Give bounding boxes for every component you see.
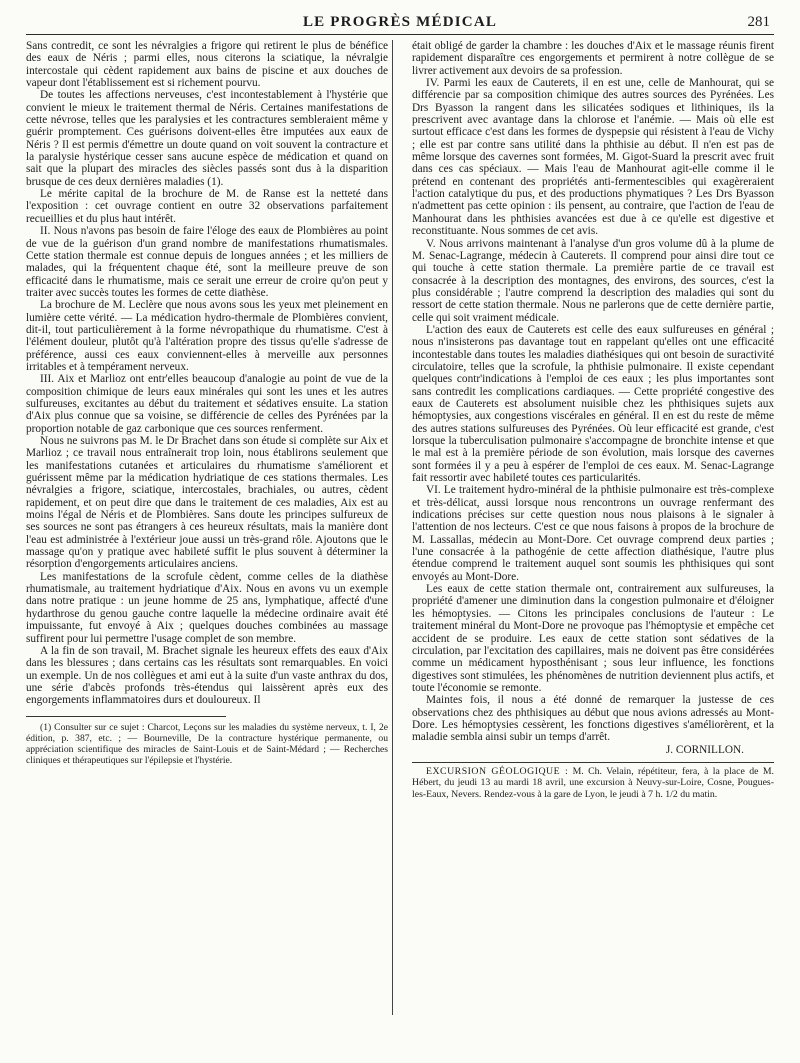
paragraph: Les manifestations de la scrofule cèdent, comme celles de la diathèse rhumatismale, au traitement hydriatique d'Aix. Nous en avons vu un exemple dans notre pratique : un jeune homme de 25 ans, lymphatique, affecté d'une hydarthrose du genou gauche contre laquelle la médecine ordinaire avait été impuissante, fut envoyé à Aix ; quelques douches combinées au massage suffirent pour lui permettre l'usage complet de son membre. bbox=[26, 570, 388, 645]
paragraph: était obligé de garder la chambre : les douches d'Aix et le massage réunis firent rapidement disparaître ces engorgements et permirent à notre collègue de se livrer activement aux devoirs de sa profession. bbox=[412, 40, 774, 77]
paragraph: VI. Le traitement hydro-minéral de la phthisie pulmonaire est très-complexe et très-délicat, aussi lorsque nous rencontrons un ouvrage renfermant des indications précises sur cette question nous nous plaisons à le signaler à l'attention de nos lecteurs. C'est ce que nous faisons à propos de la brochure de M. Lassallas, médecin au Mont-Dore. Cet ouvrage comprend deux parties ; l'une consacrée à la pathogénie de cette affection diathésique, l'autre plus étendue comprend le traitement auquel sont soumis les phthisiques qui sont envoyés au Mont-Dore. bbox=[412, 484, 774, 583]
journal-title: LE PROGRÈS MÉDICAL bbox=[302, 14, 498, 30]
paragraph: De toutes les affections nerveuses, c'est incontestablement à l'hystérie que convient le mieux le traitement thermal de Néris. Certaines manifestations de cette névrose, telles que les paralysies et les contractures sembleraient même y guérir promptement. Ces guérisons doivent-elles être imputées aux eaux de Néris ? Il est permis d'émettre un doute quand on voit souvent la contracture et la paralysie hystérique cesser sans aucune espèce de médication et quand on sait que la plupart des miracles des siècles passés sont dus à la disparition brusque de ces deux dernières maladies (1). bbox=[26, 89, 388, 188]
paragraph: IV. Parmi les eaux de Cauterets, il en est une, celle de Manhourat, qui se différencie par sa composition chimique des autres sources des Pyrénées. Les Drs Byasson la rangent dans les silicatées sodiques et lithiniques, ils la prescrivent avec avantage dans la chlorose et l'anémie. — Mais où elle est surtout efficace c'est dans les formes de dyspepsie qui résistent à l'eau de Vichy ; elle est par contre sans utilité dans la phthisie au début. Il n'en est pas de même lorsque des cavernes sont formées, M. Gigot-Suard la prescrit avec fruit dans ces cas spéciaux. — Mais l'eau de Manhourat agit-elle comme il le prétend en contenant des propriétés anti-fermentescibles qui exagèreraient l'action catalytique du pus, et des productions phymatiques ? Les Drs Byasson n'admettent pas cette opinion : ils pensent, au contraire, que l'action de l'eau de Manhourat dans les phthisies avancées est due à ce qu'elle est digestive et reconstituante. Nous sommes de cet avis. bbox=[412, 77, 774, 238]
paragraph: La brochure de M. Leclère que nous avons sous les yeux met pleinement en lumière cette vérité. — La médication hydro-thermale de Plombières convient, dit-il, tout particulièrement à la forme névropathique du rhumatisme. C'est à l'élément douleur, plutôt qu'à l'altération propre des tissus qu'elle s'adresse de préférence, aussi ces eaux conviennent-elles à merveille aux personnes irritables et à tempérament nerveux. bbox=[26, 299, 388, 373]
paragraph: Sans contredit, ce sont les névralgies a frigore qui retirent le plus de bénéfice des eaux de Néris ; parmi elles, nous citerons la sciatique, la névralgie intercostale qui cèdent rapidement aux bains de piscine et aux douches de vapeur dont l'établissement est si richement pourvu. bbox=[26, 40, 388, 90]
paragraph: III. Aix et Marlioz ont entr'elles beaucoup d'analogie au point de vue de la composition chimique de leurs eaux minérales qui sont les unes et les autres sulfureuses, excitantes au début du traitement et sédatives ensuite. La station d'Aix plus connue que sa voisine, se différencie de celles des Pyrénées par la proportion notable de gaz carbonique que ces sources renferment. bbox=[26, 373, 388, 435]
left-column bbox=[26, 40, 388, 766]
paragraph: A la fin de son travail, M. Brachet signale les heureux effets des eaux d'Aix dans les blessures ; dans certains cas les résultats sont remarquables. En voici un exemple. Un de nos collègues et ami eut à la suite d'un vaste anthrax du dos, une série d'abcès profonds très-étendus qui laissèrent après eux des engorgements inflammatoires durs et douloureux. Il bbox=[26, 644, 388, 707]
right-column bbox=[412, 40, 774, 800]
paragraph: V. Nous arrivons maintenant à l'analyse d'un gros volume dû à la plume de M. Senac-Lagrange, médecin à Cauterets. Il comprend pour ainsi dire tout ce qui touche à cette station thermale. La première partie de ce travail est consacrée à la description des montagnes, des environs, des sources, c'est la plus considérable ; l'autre comprend la description des maladies qui sont du ressort de cette station thermale. Nous ne parlerons que de cette dernière partie, celle qui soit vraiment médicale. bbox=[412, 237, 774, 324]
excursion-label: EXCURSION GÉOLOGIQUE : bbox=[426, 765, 569, 777]
paragraph: Le mérite capital de la brochure de M. de Ranse est la netteté dans l'exposition : cet ouvrage contient en outre 32 observations parfaitement recueillies et du plus haut intérêt. bbox=[26, 188, 388, 225]
paragraph: Les eaux de cette station thermale ont, contrairement aux sulfureuses, la propriété d'amener une diminution dans la congestion pulmonaire et d'éloigner les hémoptysies. — Citons les principales conclusions de l'auteur : Le traitement minéral du Mont-Dore ne provoque pas l'hémoptysie et empêche cet accident de se produire. Les eaux de cette station sont sédatives de la circulation, par l'excitation des capillaires, mais ne doivent pas être considérées comme un médicament hyposthénisant ; sous leur influence, les fonctions digestives sont stimulées, les phénomènes de nutrition deviennent plus actifs, et toute l'économie se remonte. bbox=[412, 583, 774, 694]
author-signature: J. CORNILLON. bbox=[665, 743, 744, 756]
page-number: 281 bbox=[747, 14, 770, 30]
footnote: (1) Consulter sur ce sujet : Charcot, Leçons sur les maladies du système nerveux, t. I, 2e édition, p. 387, etc. ; — Bourneville, De la contracture hystérique permanente, ou appréciation scientifique des miracles de Saint-Louis et de Saint-Médard ; — Recherches cliniques et thérapeutiques sur l'épilepsie et l'hystérie. bbox=[26, 721, 388, 766]
paragraph: Maintes fois, il nous a été donné de remarquer la justesse de ces observations chez des phthisiques au début que nous avions adressés au Mont-Dore. Les hémoptysies cessèrent, les fonctions digestives s'améliorèrent, et la maladie sembla ainsi subir un temps d'arrêt. bbox=[412, 694, 774, 744]
paragraph: II. Nous n'avons pas besoin de faire l'éloge des eaux de Plombières au point de vue de la guérison d'un grand nombre de manifestations rhumatismales. Cette station thermale est connue depuis de longues années ; et les milliers de malades, qui la fréquentent chaque été, sont la meilleure preuve de son efficacité dans le rhumatisme, mais ce serait une erreur de croire qu'on peut y traiter avec succès toutes les formes de cette diathèse. bbox=[26, 225, 388, 299]
column-divider bbox=[392, 40, 393, 1015]
page-header bbox=[26, 14, 774, 35]
excursion-notice bbox=[412, 762, 774, 800]
paragraph: L'action des eaux de Cauterets est celle des eaux sulfureuses en général ; nous n'insisterons pas davantage tout en rappelant qu'elles ont une efficacité incontestable dans toutes les maladies diathésiques qui ont besoin de suractivité circulatoire, telles que la scrofule, la phthisie pulmonaire. Il existe cependant quelques contr'indications à l'emploi de ces eaux ; les plus importantes sont sans contredit les complications cardiaques. — Cette propriété congestive des eaux de Cauterets est absolument nuisible chez les phthisiques sujets aux hémoptysies, aux congestions viscérales en général. Il en est du reste de même des autres stations sulfureuses des Pyrénées. Où leur efficacité est grande, c'est lorsque la tuberculisation pulmonaire s'accompagne de bronchite intense et que le mal est à la première période de son évolution, mais lorsque des cavernes sont formées il y a peu à espérer de l'emploi de ces eaux. M. Senac-Lagrange fait ressortir avec habileté toutes ces particularités. bbox=[412, 323, 774, 485]
excursion-text: M. Ch. Velain, répétiteur, fera, à la place de M. Hébert, du jeudi 13 au mardi 18 avril, une excursion à Neuvy-sur-Loire, Cosne, Pougues-les-Eaux, Nevers. Rendez-vous à la gare de Lyon, le jeudi à 7 h. 1/2 du matin. bbox=[412, 765, 774, 800]
paragraph: Nous ne suivrons pas M. le Dr Brachet dans son étude si complète sur Aix et Marlioz ; ce travail nous entraînerait trop loin, nous établirons seulement que les manifestations cutanées et articulaires du rhumatisme s'améliorent et guérissent même par la médication hydriatique de ces stations thermales. Les névralgies a frigore, sciatique, intercostales, brachiales, ou autres, cèdent rapidement, et on peut dire que dans le traitement de ces maladies, Aix est au moins l'égal de Néris et de Plombières. Sans doute les principes sulfureux de ses sources ne sont pas étrangers à ces heureux résultats, mais la manière dont l'eau est administrée à l'extérieur joue aussi un très-grand rôle. Ajoutons que le massage qu'on y pratique avec habileté suffit le plus souvent à déterminer la résorption d'engorgements articulaires anciens. bbox=[26, 435, 388, 571]
footnote-rule bbox=[26, 716, 226, 717]
